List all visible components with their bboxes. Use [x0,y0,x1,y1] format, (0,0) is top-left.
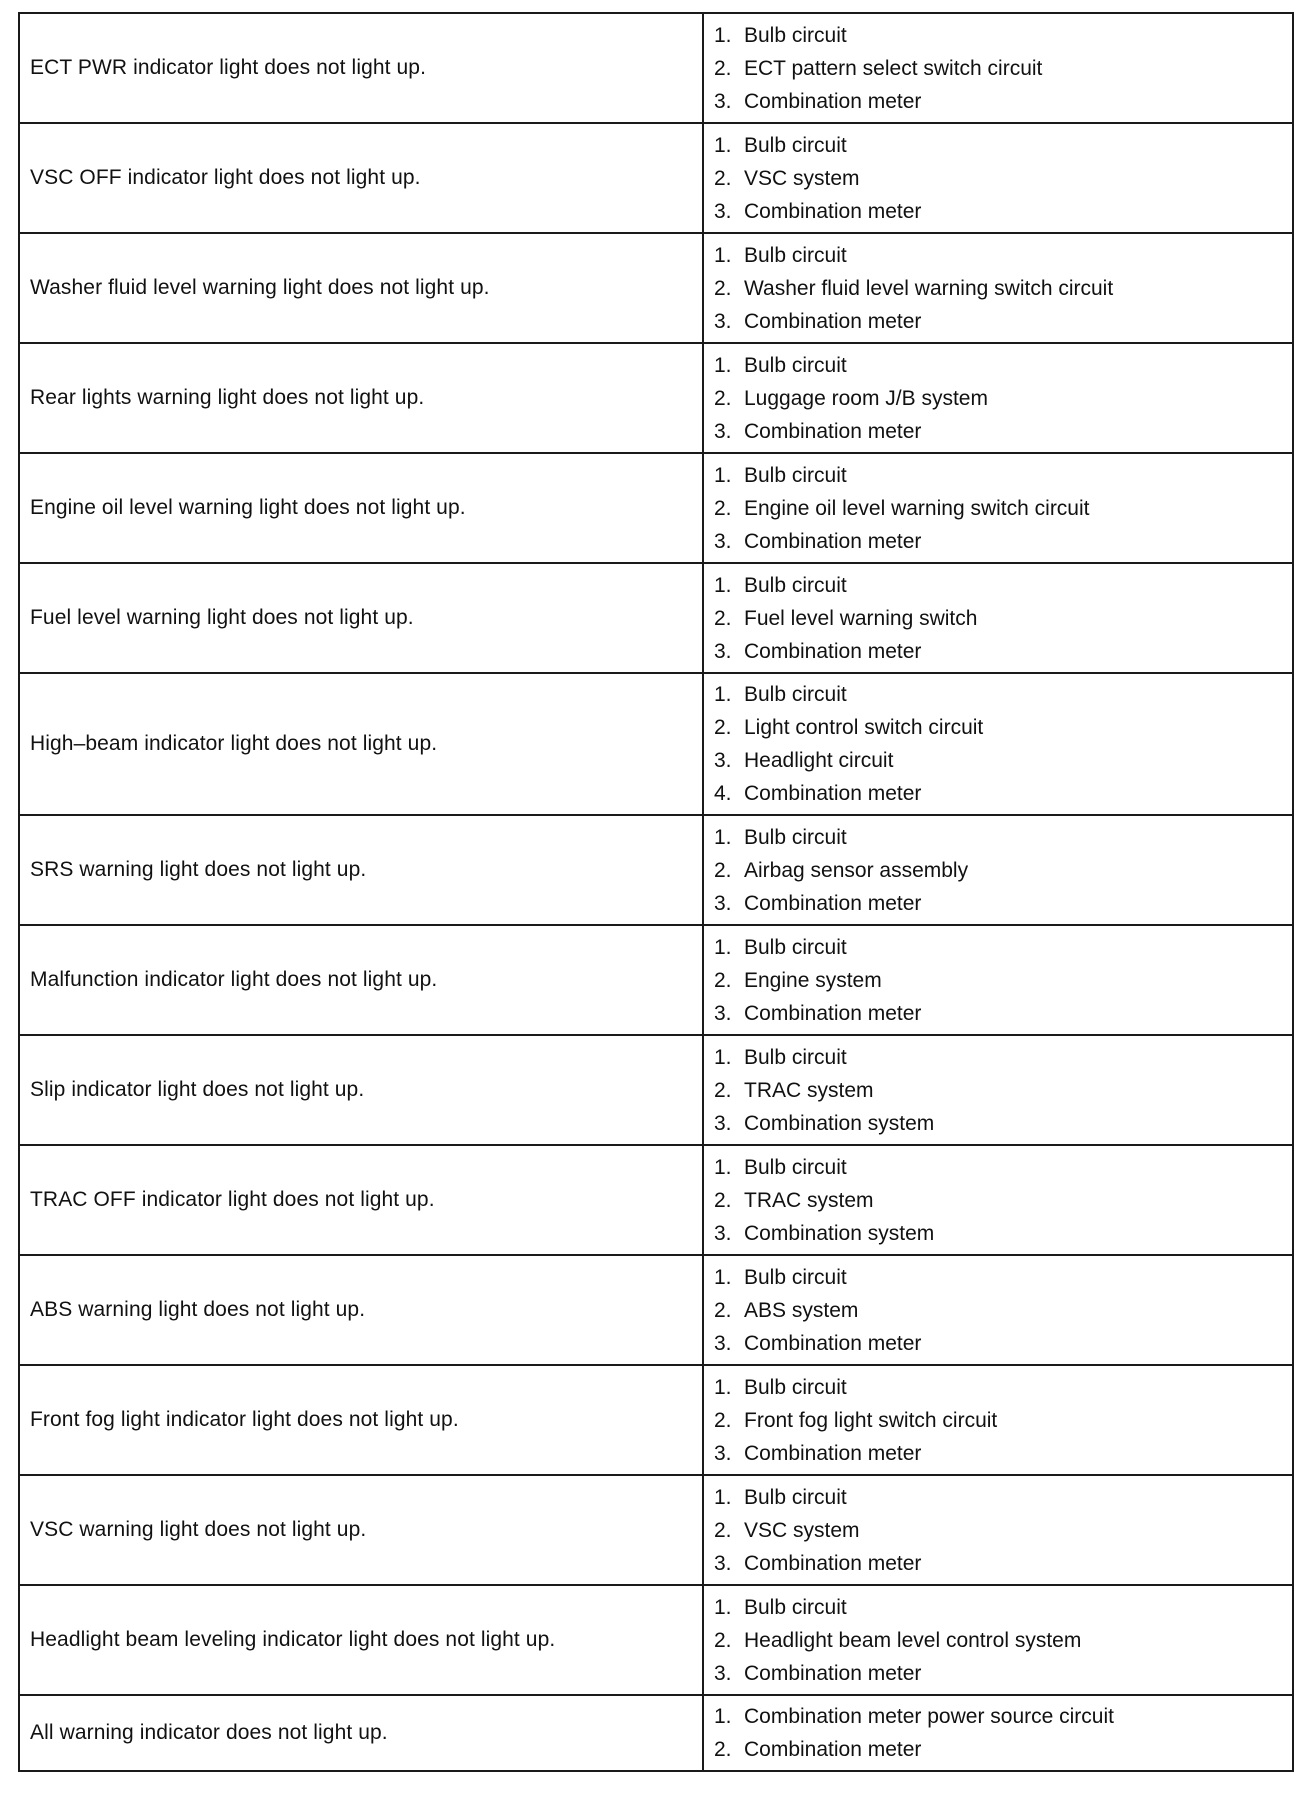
cause-number: 3. [714,1331,732,1355]
cause-number: 2. [714,276,732,300]
causes-cell [703,1255,1293,1365]
cause-item [714,777,1292,810]
table-row [19,453,1293,563]
cause-number: 2. [714,56,732,80]
cause-text: Bulb circuit [744,23,847,47]
cause-text: Bulb circuit [744,1265,847,1289]
causes-cell [703,1475,1293,1585]
symptom-cell: VSC warning light does not light up. [19,1475,703,1585]
cause-list [714,1147,1292,1254]
cause-item [714,1657,1292,1690]
cause-item [714,1041,1292,1074]
cause-text: Combination meter [744,1661,922,1685]
cause-text: Combination meter [744,529,922,553]
cause-number: 2. [714,858,732,882]
cause-item [714,1591,1292,1624]
cause-number: 2. [714,1188,732,1212]
table-row [19,563,1293,673]
cause-number: 1. [714,1375,732,1399]
cause-number: 2. [714,1078,732,1102]
cause-number: 2. [714,716,732,739]
cause-item [714,525,1292,558]
cause-number: 1. [714,243,732,267]
cause-text: Bulb circuit [744,133,847,157]
cause-text: Bulb circuit [744,683,847,706]
symptom-cell: Malfunction indicator light does not light up. [19,925,703,1035]
cause-list [714,15,1292,122]
cause-item [714,1217,1292,1250]
cause-number: 1. [714,1705,732,1728]
symptom-cell: Headlight beam leveling indicator light does not light up. [19,1585,703,1695]
cause-item [714,854,1292,887]
cause-text: Combination meter [744,639,922,663]
symptom-cell: TRAC OFF indicator light does not light up. [19,1145,703,1255]
cause-number: 1. [714,1045,732,1069]
cause-item [714,382,1292,415]
cause-number: 3. [714,749,732,772]
table-row [19,123,1293,233]
cause-item [714,1404,1292,1437]
cause-item [714,19,1292,52]
cause-item [714,459,1292,492]
cause-text: Front fog light switch circuit [744,1408,998,1432]
cause-number: 1. [714,683,732,706]
cause-item [714,272,1292,305]
cause-item [714,1294,1292,1327]
cause-item [714,85,1292,118]
cause-item [714,821,1292,854]
cause-text: ECT pattern select switch circuit [744,56,1043,80]
cause-number: 3. [714,639,732,663]
table-row [19,925,1293,1035]
cause-number: 1. [714,1155,732,1179]
cause-item [714,1074,1292,1107]
cause-number: 2. [714,968,732,992]
cause-list [714,1367,1292,1474]
troubleshooting-table [18,12,1294,1772]
cause-number: 3. [714,1441,732,1465]
symptom-cell: All warning indicator does not light up. [19,1695,703,1771]
cause-text: Combination meter [744,419,922,443]
table-row [19,1035,1293,1145]
cause-number: 3. [714,1551,732,1575]
cause-item [714,1700,1292,1733]
cause-text: Combination meter [744,782,922,805]
cause-number: 1. [714,573,732,597]
table-row [19,343,1293,453]
table-row [19,1255,1293,1365]
cause-number: 2. [714,1408,732,1432]
cause-list [714,235,1292,342]
cause-item [714,415,1292,448]
cause-item [714,239,1292,272]
symptom-cell: ECT PWR indicator light does not light up. [19,13,703,123]
cause-list [714,565,1292,672]
symptom-cell: Rear lights warning light does not light up. [19,343,703,453]
table-row [19,1695,1293,1771]
cause-text: Bulb circuit [744,1485,847,1509]
cause-number: 1. [714,133,732,157]
causes-cell [703,343,1293,453]
cause-item [714,997,1292,1030]
cause-item [714,52,1292,85]
cause-list [714,455,1292,562]
cause-text: VSC system [744,1518,860,1542]
cause-text: Combination meter [744,1001,922,1025]
cause-number: 3. [714,529,732,553]
cause-list [714,345,1292,452]
cause-text: Fuel level warning switch [744,606,978,630]
cause-number: 3. [714,891,732,915]
table-row [19,233,1293,343]
cause-item [714,492,1292,525]
table-row [19,1145,1293,1255]
cause-number: 3. [714,1661,732,1685]
cause-text: Bulb circuit [744,243,847,267]
cause-number: 3. [714,419,732,443]
cause-list [714,1477,1292,1584]
cause-number: 3. [714,309,732,333]
cause-item [714,1733,1292,1766]
cause-list [714,927,1292,1034]
symptom-cell: High–beam indicator light does not light up. [19,673,703,815]
cause-number: 2. [714,1518,732,1542]
cause-text: Bulb circuit [744,573,847,597]
cause-text: Combination meter [744,1738,922,1761]
cause-item [714,964,1292,997]
cause-text: Airbag sensor assembly [744,858,969,882]
cause-number: 3. [714,1221,732,1245]
cause-text: Bulb circuit [744,1375,847,1399]
causes-cell [703,815,1293,925]
cause-item [714,1624,1292,1657]
cause-number: 4. [714,782,732,805]
cause-text: Bulb circuit [744,353,847,377]
cause-text: Combination meter [744,199,922,223]
cause-number: 1. [714,1485,732,1509]
cause-number: 3. [714,1111,732,1135]
causes-cell [703,1695,1293,1771]
cause-item [714,602,1292,635]
symptom-cell: Slip indicator light does not light up. [19,1035,703,1145]
cause-list [714,817,1292,924]
cause-number: 1. [714,1265,732,1289]
cause-number: 1. [714,23,732,47]
cause-text: ABS system [744,1298,859,1322]
table-row [19,13,1293,123]
cause-text: Headlight beam level control system [744,1628,1082,1652]
cause-number: 2. [714,1738,732,1761]
cause-number: 2. [714,496,732,520]
causes-cell [703,233,1293,343]
cause-list [714,1696,1292,1770]
cause-item [714,744,1292,777]
cause-text: Bulb circuit [744,935,847,959]
cause-text: Bulb circuit [744,1045,847,1069]
cause-item [714,1107,1292,1140]
cause-number: 3. [714,89,732,113]
causes-cell [703,453,1293,563]
cause-text: Combination meter [744,1331,922,1355]
cause-text: Bulb circuit [744,1595,847,1619]
cause-list [714,1037,1292,1144]
cause-number: 2. [714,606,732,630]
cause-list [714,1257,1292,1364]
cause-number: 2. [714,166,732,190]
cause-number: 3. [714,1001,732,1025]
causes-cell [703,13,1293,123]
cause-list [714,1587,1292,1694]
cause-text: Luggage room J/B system [744,386,988,410]
symptom-cell: SRS warning light does not light up. [19,815,703,925]
table-row [19,1475,1293,1585]
table-row [19,815,1293,925]
cause-item [714,129,1292,162]
cause-text: Combination meter [744,891,922,915]
cause-text: Engine oil level warning switch circuit [744,496,1090,520]
cause-item [714,1481,1292,1514]
symptom-cell: Fuel level warning light does not light up. [19,563,703,673]
cause-list [714,674,1292,814]
cause-item [714,1184,1292,1217]
cause-text: Headlight circuit [744,749,894,772]
cause-item [714,711,1292,744]
cause-item [714,678,1292,711]
cause-item [714,1437,1292,1470]
cause-item [714,1547,1292,1580]
cause-text: Light control switch circuit [744,716,984,739]
cause-number: 1. [714,935,732,959]
cause-item [714,1151,1292,1184]
causes-cell [703,1585,1293,1695]
cause-item [714,931,1292,964]
causes-cell [703,925,1293,1035]
cause-number: 1. [714,1595,732,1619]
cause-number: 3. [714,199,732,223]
cause-text: Combination system [744,1221,935,1245]
symptom-cell: ABS warning light does not light up. [19,1255,703,1365]
cause-text: Combination system [744,1111,935,1135]
cause-item [714,195,1292,228]
cause-text: Engine system [744,968,882,992]
causes-cell [703,673,1293,815]
table-row [19,673,1293,815]
cause-item [714,635,1292,668]
symptom-cell: Washer fluid level warning light does not light up. [19,233,703,343]
cause-text: Combination meter [744,309,922,333]
causes-cell [703,1365,1293,1475]
cause-number: 2. [714,386,732,410]
causes-cell [703,1145,1293,1255]
cause-text: Combination meter [744,1551,922,1575]
cause-text: Bulb circuit [744,1155,847,1179]
cause-text: Combination meter [744,1441,922,1465]
cause-text: TRAC system [744,1078,874,1102]
cause-item [714,887,1292,920]
cause-item [714,162,1292,195]
cause-item [714,1514,1292,1547]
cause-text: Combination meter [744,89,922,113]
cause-text: Washer fluid level warning switch circuit [744,276,1114,300]
table-row [19,1585,1293,1695]
cause-item [714,1371,1292,1404]
symptom-cell: Front fog light indicator light does not light up. [19,1365,703,1475]
cause-number: 2. [714,1628,732,1652]
cause-number: 2. [714,1298,732,1322]
cause-number: 1. [714,825,732,849]
troubleshooting-table-body [19,13,1293,1771]
symptom-cell: Engine oil level warning light does not light up. [19,453,703,563]
cause-item [714,305,1292,338]
cause-item [714,349,1292,382]
cause-list [714,125,1292,232]
cause-text: Bulb circuit [744,825,847,849]
cause-text: TRAC system [744,1188,874,1212]
causes-cell [703,563,1293,673]
causes-cell [703,1035,1293,1145]
cause-item [714,1327,1292,1360]
cause-number: 1. [714,353,732,377]
table-row [19,1365,1293,1475]
cause-text: Combination meter power source circuit [744,1705,1114,1728]
cause-item [714,1261,1292,1294]
causes-cell [703,123,1293,233]
cause-item [714,569,1292,602]
cause-number: 1. [714,463,732,487]
cause-text: VSC system [744,166,860,190]
symptom-cell: VSC OFF indicator light does not light up. [19,123,703,233]
cause-text: Bulb circuit [744,463,847,487]
